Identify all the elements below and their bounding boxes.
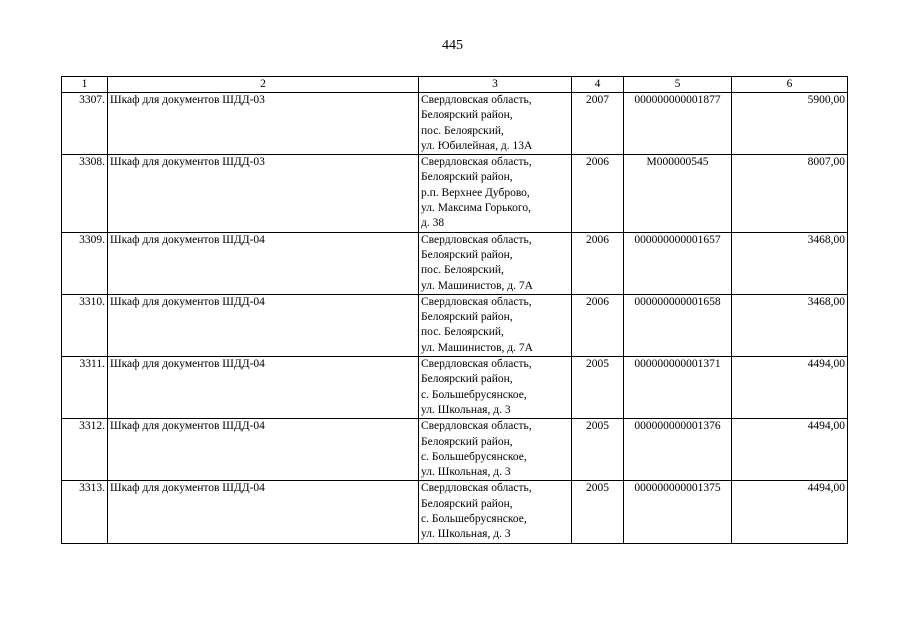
- year-cell: 2005: [572, 481, 624, 543]
- address-cell: [419, 419, 572, 481]
- cost-cell: 3468,00: [732, 294, 848, 356]
- row-number-cell: 3313.: [62, 481, 108, 543]
- table-row: [62, 294, 848, 356]
- item-name-cell: Шкаф для документов ШДД-03: [108, 93, 419, 155]
- address-line: ул. Школьная, д. 3: [421, 403, 511, 416]
- year-cell: 2007: [572, 93, 624, 155]
- address-line: Свердловская область,: [421, 358, 532, 371]
- address-line: с. Большебрусянское,: [421, 388, 527, 401]
- address-line: Белоярский район,: [421, 248, 513, 261]
- address-line: с. Большебрусянское,: [421, 450, 527, 463]
- address-cell: [419, 155, 572, 232]
- row-number-cell: 3310.: [62, 294, 108, 356]
- item-name-cell: Шкаф для документов ШДД-04: [108, 357, 419, 419]
- address-line: Свердловская область,: [421, 233, 532, 246]
- address-line: Белоярский район,: [421, 109, 513, 122]
- year-cell: 2005: [572, 419, 624, 481]
- header-row: [62, 77, 848, 93]
- header-col-1: 1: [62, 77, 108, 93]
- address-line: Белоярский район,: [421, 435, 513, 448]
- address-line: ул. Юбилейная, д. 13А: [421, 139, 533, 152]
- inventory-number-cell: 000000000001371: [624, 357, 732, 419]
- address-line: ул. Школьная, д. 3: [421, 466, 511, 479]
- header-col-6: 6: [732, 77, 848, 93]
- cost-cell: 8007,00: [732, 155, 848, 232]
- row-number-cell: 3309.: [62, 232, 108, 294]
- year-cell: 2006: [572, 294, 624, 356]
- table-row: [62, 232, 848, 294]
- table-row: [62, 357, 848, 419]
- cost-cell: 3468,00: [732, 232, 848, 294]
- address-line: Свердловская область,: [421, 94, 532, 106]
- property-registry-table: [61, 76, 848, 544]
- inventory-number-cell: 000000000001658: [624, 294, 732, 356]
- cost-cell: 4494,00: [732, 357, 848, 419]
- item-name-cell: Шкаф для документов ШДД-03: [108, 155, 419, 232]
- header-col-3: 3: [419, 77, 572, 93]
- address-line: с. Большебрусянское,: [421, 513, 527, 526]
- address-line: Свердловская область,: [421, 482, 532, 495]
- address-line: ул. Школьная, д. 3: [421, 528, 511, 541]
- address-line: р.п. Верхнее Дуброво,: [421, 186, 530, 199]
- page-number: 445: [442, 38, 463, 53]
- address-line: Белоярский район,: [421, 171, 513, 184]
- inventory-number-cell: 000000000001375: [624, 481, 732, 543]
- row-number-cell: 3307.: [62, 93, 108, 155]
- row-number-cell: 3308.: [62, 155, 108, 232]
- address-line: Свердловская область,: [421, 420, 532, 433]
- header-col-2: 2: [108, 77, 419, 93]
- row-number-cell: 3312.: [62, 419, 108, 481]
- year-cell: 2005: [572, 357, 624, 419]
- row-number-cell: 3311.: [62, 357, 108, 419]
- cost-cell: 4494,00: [732, 419, 848, 481]
- address-cell: [419, 232, 572, 294]
- address-line: ул. Машинистов, д. 7А: [421, 279, 533, 292]
- address-cell: [419, 294, 572, 356]
- inventory-number-cell: 000000000001877: [624, 93, 732, 155]
- address-cell: [419, 357, 572, 419]
- address-line: Свердловская область,: [421, 295, 532, 308]
- cost-cell: 4494,00: [732, 481, 848, 543]
- address-line: д. 38: [421, 217, 445, 230]
- table-row: [62, 155, 848, 232]
- address-line: Белоярский район,: [421, 497, 513, 510]
- inventory-number-cell: 000000000001376: [624, 419, 732, 481]
- address-line: Белоярский район,: [421, 373, 513, 386]
- address-line: Свердловская область,: [421, 156, 532, 169]
- item-name-cell: Шкаф для документов ШДД-04: [108, 232, 419, 294]
- header-col-4: 4: [572, 77, 624, 93]
- item-name-cell: Шкаф для документов ШДД-04: [108, 294, 419, 356]
- address-line: ул. Машинистов, д. 7А: [421, 341, 533, 354]
- address-line: Белоярский район,: [421, 311, 513, 324]
- address-cell: [419, 481, 572, 543]
- item-name-cell: Шкаф для документов ШДД-04: [108, 481, 419, 543]
- address-line: пос. Белоярский,: [421, 326, 504, 339]
- table-row: [62, 93, 848, 155]
- year-cell: 2006: [572, 232, 624, 294]
- address-line: пос. Белоярский,: [421, 264, 504, 277]
- item-name-cell: Шкаф для документов ШДД-04: [108, 419, 419, 481]
- cost-cell: 5900,00: [732, 93, 848, 155]
- table-row: [62, 481, 848, 543]
- address-line: ул. Максима Горького,: [421, 202, 531, 215]
- table-row: [62, 419, 848, 481]
- inventory-number-cell: 000000000001657: [624, 232, 732, 294]
- year-cell: 2006: [572, 155, 624, 232]
- address-line: пос. Белоярский,: [421, 124, 504, 137]
- inventory-number-cell: М000000545: [624, 155, 732, 232]
- address-cell: [419, 93, 572, 155]
- header-col-5: 5: [624, 77, 732, 93]
